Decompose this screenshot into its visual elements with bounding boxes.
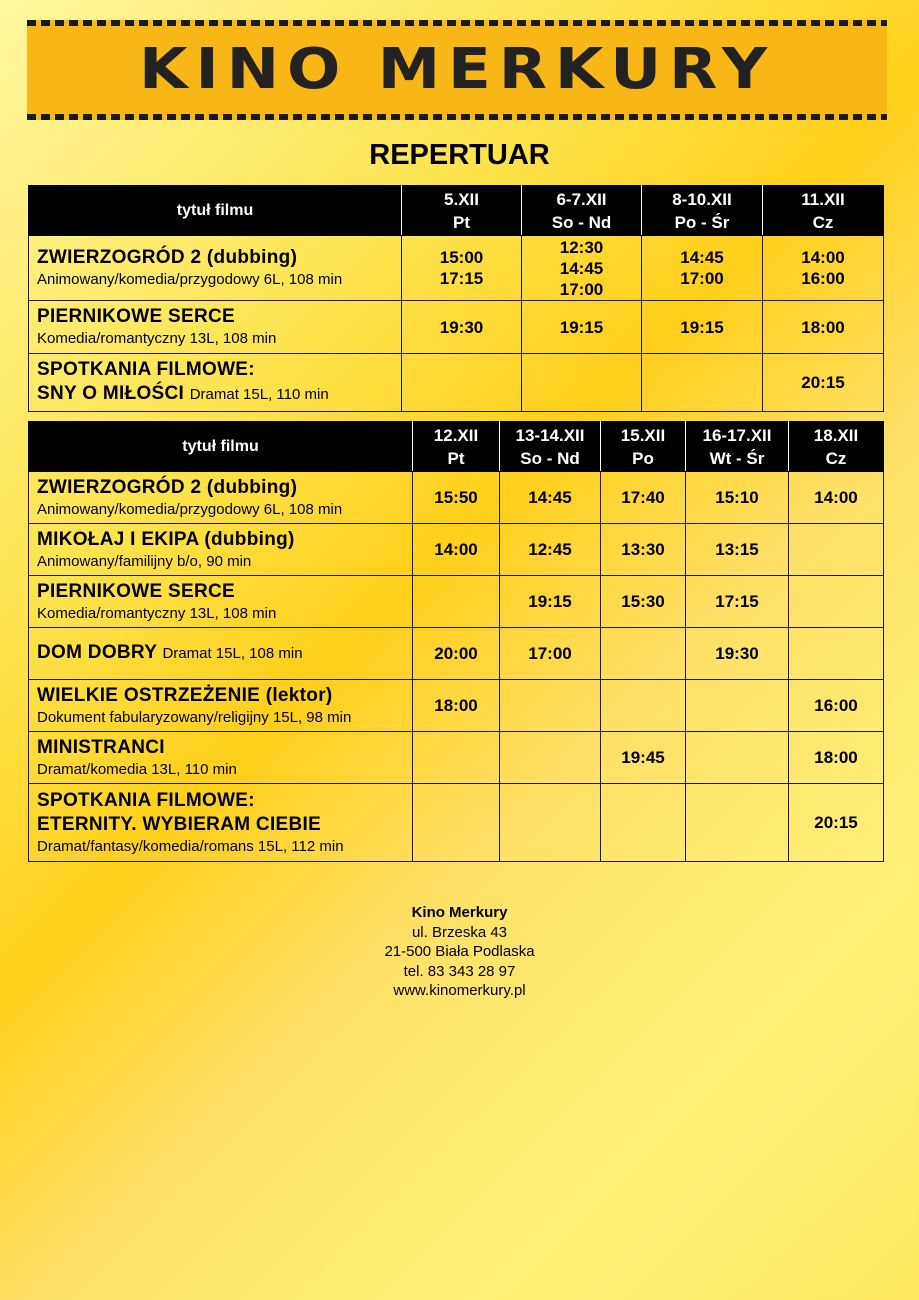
showtime-cell: 19:30: [402, 301, 522, 354]
cinema-website[interactable]: www.kinomerkury.pl: [393, 982, 526, 999]
day-header: 5.XII Pt: [402, 186, 522, 236]
showtime-cell: [686, 680, 789, 732]
table-row: [29, 628, 884, 680]
table-row: [29, 236, 884, 301]
showtime-cell: [601, 784, 686, 862]
cinema-contact: [0, 903, 919, 1001]
schedule-table-week2: [28, 421, 884, 862]
page-title: REPERTUAR: [369, 139, 550, 171]
film-description: Dramat 15L, 110 min: [189, 386, 329, 403]
showtime-cell: [413, 576, 500, 628]
showtime-cell: 14:45 17:00: [642, 236, 763, 301]
showtime-cell: [686, 784, 789, 862]
table-row: [29, 524, 884, 576]
film-description: Animowany/komedia/przygodowy 6L, 108 min: [37, 500, 343, 518]
table-header-row: [29, 422, 884, 472]
showtime-cell: 14:45: [500, 472, 601, 524]
film-title: SPOTKANIA FILMOWE:: [37, 789, 255, 811]
showtime-cell: 19:15: [500, 576, 601, 628]
showtime-cell: 20:15: [763, 354, 884, 412]
film-cell: [29, 784, 413, 862]
table-header-row: [29, 186, 884, 236]
banner-title: KINO MERKURY: [139, 37, 775, 102]
showtime-cell: 17:40: [601, 472, 686, 524]
film-cell: [29, 576, 413, 628]
schedule-table-week1: [28, 185, 884, 412]
showtime-cell: 14:00 16:00: [763, 236, 884, 301]
table-row: [29, 680, 884, 732]
showtime-cell: 17:15: [686, 576, 789, 628]
day-header: 13-14.XII So - Nd: [500, 422, 601, 472]
film-title: SPOTKANIA FILMOWE:: [37, 359, 255, 380]
film-title: MIKOŁAJ I EKIPA (dubbing): [37, 528, 295, 550]
film-title: ZWIERZOGRÓD 2 (dubbing): [37, 247, 298, 268]
day-header: 8-10.XII Po - Śr: [642, 186, 763, 236]
film-title: DOM DOBRY Dramat 15L, 108 min: [37, 642, 303, 663]
showtime-cell: [789, 628, 884, 680]
showtime-cell: [500, 784, 601, 862]
showtime-cell: 17:00: [500, 628, 601, 680]
film-description: Animowany/familijny b/o, 90 min: [37, 552, 252, 570]
showtime-cell: 19:45: [601, 732, 686, 784]
film-description: Dramat/komedia 13L, 110 min: [37, 760, 237, 778]
showtime-cell: 15:50: [413, 472, 500, 524]
day-header: 12.XII Pt: [413, 422, 500, 472]
film-cell: [29, 732, 413, 784]
showtime-cell: 18:00: [763, 301, 884, 354]
film-title-header: tytuł filmu: [29, 422, 413, 472]
showtime-cell: 19:15: [642, 301, 763, 354]
showtime-cell: 15:30: [601, 576, 686, 628]
banner: [27, 20, 887, 120]
day-header: 18.XII Cz: [789, 422, 884, 472]
showtime-cell: 20:00: [413, 628, 500, 680]
showtime-cell: [686, 732, 789, 784]
film-cell: [29, 680, 413, 732]
film-cell: [29, 472, 413, 524]
showtime-cell: 12:45: [500, 524, 601, 576]
showtime-cell: 16:00: [789, 680, 884, 732]
showtime-cell: 19:15: [522, 301, 642, 354]
film-cell: [29, 628, 413, 680]
film-title-line2: SNY O MIŁOŚCI Dramat 15L, 110 min: [37, 383, 329, 404]
showtime-cell: 12:30 14:45 17:00: [522, 236, 642, 301]
showtime-cell: 13:15: [686, 524, 789, 576]
showtime-cell: [789, 524, 884, 576]
film-perforation-bottom: [27, 114, 887, 120]
showtime-cell: [601, 680, 686, 732]
film-description: Dramat/fantasy/komedia/romans 15L, 112 min: [37, 837, 344, 855]
showtime-cell: 20:15: [789, 784, 884, 862]
day-header: 11.XII Cz: [763, 186, 884, 236]
film-cell: [29, 524, 413, 576]
film-description: Komedia/romantyczny 13L, 108 min: [37, 604, 277, 622]
showtime-cell: 14:00: [789, 472, 884, 524]
showtime-cell: 15:10: [686, 472, 789, 524]
table-row: [29, 472, 884, 524]
showtime-cell: [402, 354, 522, 412]
showtime-cell: 14:00: [413, 524, 500, 576]
film-perforation-top: [27, 20, 887, 26]
showtime-cell: [522, 354, 642, 412]
day-header: 15.XII Po: [601, 422, 686, 472]
showtime-cell: 18:00: [413, 680, 500, 732]
showtime-cell: 15:00 17:15: [402, 236, 522, 301]
showtime-cell: 13:30: [601, 524, 686, 576]
cinema-street: ul. Brzeska 43: [411, 923, 508, 941]
film-title: ZWIERZOGRÓD 2 (dubbing): [37, 476, 298, 498]
cinema-phone: tel. 83 343 28 97: [403, 962, 516, 980]
film-cell: [29, 301, 402, 354]
film-description: Animowany/komedia/przygodowy 6L, 108 min: [37, 271, 343, 288]
showtime-cell: [413, 732, 500, 784]
film-title: PIERNIKOWE SERCE: [37, 306, 235, 327]
showtime-cell: [642, 354, 763, 412]
table-row: [29, 354, 884, 412]
cinema-name: Kino Merkury: [411, 904, 508, 921]
film-cell: [29, 354, 402, 412]
cinema-city: 21-500 Biała Podlaska: [384, 943, 535, 960]
film-title: MINISTRANCI: [37, 736, 165, 758]
showtime-cell: 19:30: [686, 628, 789, 680]
table-row: [29, 732, 884, 784]
film-description: Dokument fabularyzowany/religijny 15L, 98 min: [37, 708, 352, 726]
film-title-line2: ETERNITY. WYBIERAM CIEBIE: [37, 813, 322, 835]
day-header: 6-7.XII So - Nd: [522, 186, 642, 236]
showtime-cell: [601, 628, 686, 680]
film-cell: [29, 236, 402, 301]
table-row: [29, 784, 884, 862]
table-row: [29, 301, 884, 354]
showtime-cell: 18:00: [789, 732, 884, 784]
film-description: Komedia/romantyczny 13L, 108 min: [37, 330, 277, 347]
showtime-cell: [500, 680, 601, 732]
table-row: [29, 576, 884, 628]
showtime-cell: [500, 732, 601, 784]
film-title: WIELKIE OSTRZEŻENIE (lektor): [37, 684, 333, 706]
day-header: 16-17.XII Wt - Śr: [686, 422, 789, 472]
film-title: PIERNIKOWE SERCE: [37, 580, 235, 602]
showtime-cell: [789, 576, 884, 628]
film-description: Dramat 15L, 108 min: [162, 645, 303, 662]
film-title-header: tytuł filmu: [29, 186, 402, 236]
showtime-cell: [413, 784, 500, 862]
